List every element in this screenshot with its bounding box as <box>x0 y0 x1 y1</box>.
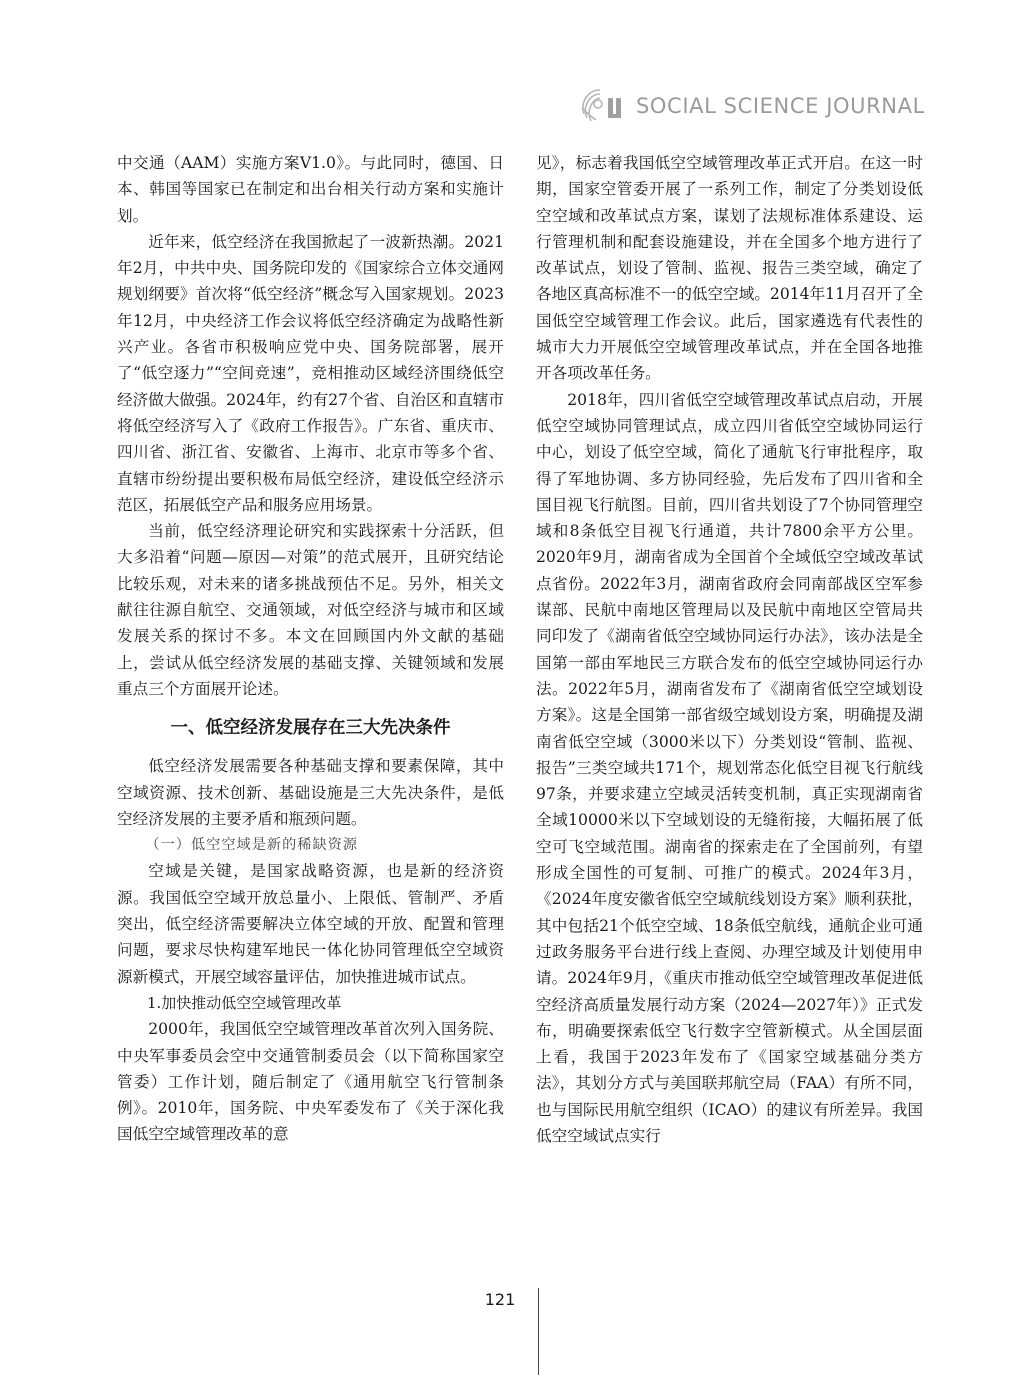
paragraph: 低空经济发展需要各种基础支撑和要素保障，其中空域资源、技术创新、基础设施是三大先决条件，是低空经济发展的主要矛盾和瓶颈问题。 <box>117 757 504 828</box>
paragraph: 见》，标志着我国低空空域管理改革正式开启。在这一时期，国家空管委开展了一系列工作，制定了分类划设低空空域和改革试点方案，谋划了法规标准体系建设、运行管理机制和配套设施建设，并在全国多个地方进行了改革试点，划设了管制、监视、报告三类空域，确定了各地区真高标准不一的低空空域。2014年11月召开了全国低空空域管理工作会议。此后，国家遴选有代表性的城市大力开展低空空域管理改革试点，并在全国各地推开各项改革任务。 <box>536 154 923 383</box>
subsection-heading: （一）低空空域是新的稀缺资源 <box>145 837 359 854</box>
left-column <box>117 150 504 1148</box>
right-column <box>536 150 923 1149</box>
paragraph: 近年来，低空经济在我国掀起了一波新热潮。2021年2月，中共中央、国务院印发的《国家综合立体交通网规划纲要》首次将“低空经济”概念写入国家规划。2023年12月，中央经济工作会议将低空经济确定为战略性新兴产业。各省市积极响应党中央、国务院部署，展开了“低空逐力”“空间竞速”，竞相推动区域经济围绕低空经济做大做强。2024年，约有27个省、自治区和直辖市将低空经济写入了《政府工作报告》。广东省、重庆市、四川省、浙江省、安徽省、上海市、北京市等多个省、直辖市纷纷提出要积极布局低空经济，建设低空经济示范区，拓展低空产品和服务应用场景。 <box>117 232 504 514</box>
paragraph: 2000年，我国低空空域管理改革首次列入国务院、中央军事委员会空中交通管制委员会（以下简称国家空管委）工作计划，随后制定了《通用航空飞行管制条例》。2010年，国务院、中央军委发布了《关于深化我国低空空域管理改革的意 <box>117 1020 504 1144</box>
paragraph: 当前，低空经济理论研究和实践探索十分活跃，但大多沿着“问题—原因—对策”的范式展开，且研究结论比较乐观，对未来的诸多挑战预估不足。另外，相关文献往往源自航空、交通领域，对低空经济与城市和区域发展关系的探讨不多。本文在回顾国内外文献的基础上，尝试从低空经济发展的基础支撑、关键领域和发展重点三个方面展开论述。 <box>117 522 504 698</box>
journal-name: SOCIAL SCIENCE JOURNAL <box>636 94 925 118</box>
paragraph: 2018年，四川省低空空域管理改革试点启动，开展低空空域协同管理试点，成立四川省低空空域协同运行中心，划设了低空空域，简化了通航飞行审批程序，取得了军地协调、多方协同经验，先后发布了四川省和全国目视飞行航图。目前，四川省共划设了7个协同管理空域和8条低空目视飞行通道，共计7800余平方公里。2020年9月，湖南省成为全国首个全域低空空域改革试点省份。2022年3月，湖南省政府会同南部战区空军参谋部、民航中南地区管理局以及民航中南地区空管局共同印发了《湖南省低空空域协同运行办法》，该办法是全国第一部由军地民三方联合发布的低空空域协同运行办法。2022年5月，湖南省发布了《湖南省低空空域划设方案》。这是全国第一部省级空域划设方案，明确提及湖南省低空空域（3000米以下）分类划设“管制、监视、报告”三类空域共171个，规划常态化低空目视飞行航线97条，并要求建立空域灵活转变机制，真正实现湖南省全域10000米以下空域划设的无缝衔接，大幅拓展了低空可飞空域范围。湖南省的探索走在了全国前列，有望形成全国性的可复制、可推广的模式。2024年3月，《2024年度安徽省低空空域航线划设方案》顺利获批，其中包括21个低空空域、18条低空航线，通航企业可通过政务服务平台进行线上查阅、办理空域及计划使用申请。2024年9月，《重庆市推动低空空域管理改革促进低空经济高质量发展行动方案（2024—2027年）》正式发布，明确要探索低空飞行数字空管新模式。从全国层面上看，我国于2023年发布了《国家空域基础分类方法》，其划分方式与美国联邦航空局（FAA）有所不同，也与国际民用航空组织（ICAO）的建议有所差异。我国低空空域试点实行 <box>536 390 923 1145</box>
paragraph: 中交通（AAM）实施方案V1.0》。与此同时，德国、日本、韩国等国家已在制定和出台相关行动方案和实施计划。 <box>117 154 504 225</box>
journal-logo-icon <box>578 84 632 126</box>
subsubsection-heading: 1.加快推动低空空域管理改革 <box>147 993 342 1012</box>
journal-header <box>572 78 932 138</box>
paragraph: 空域是关键，是国家战略资源，也是新的经济资源。我国低空空域开放总量小、上限低、管制严、矛盾突出，低空经济需要解决立体空域的开放、配置和管理问题，要求尽快构建军地民一体化协同管理低空空域资源新模式，开展空域容量评估，加快推进城市试点。 <box>117 862 504 986</box>
page-divider <box>538 1288 539 1375</box>
section-heading: 一、低空经济发展存在三大先决条件 <box>170 718 451 739</box>
page-number: 121 <box>484 1290 516 1309</box>
